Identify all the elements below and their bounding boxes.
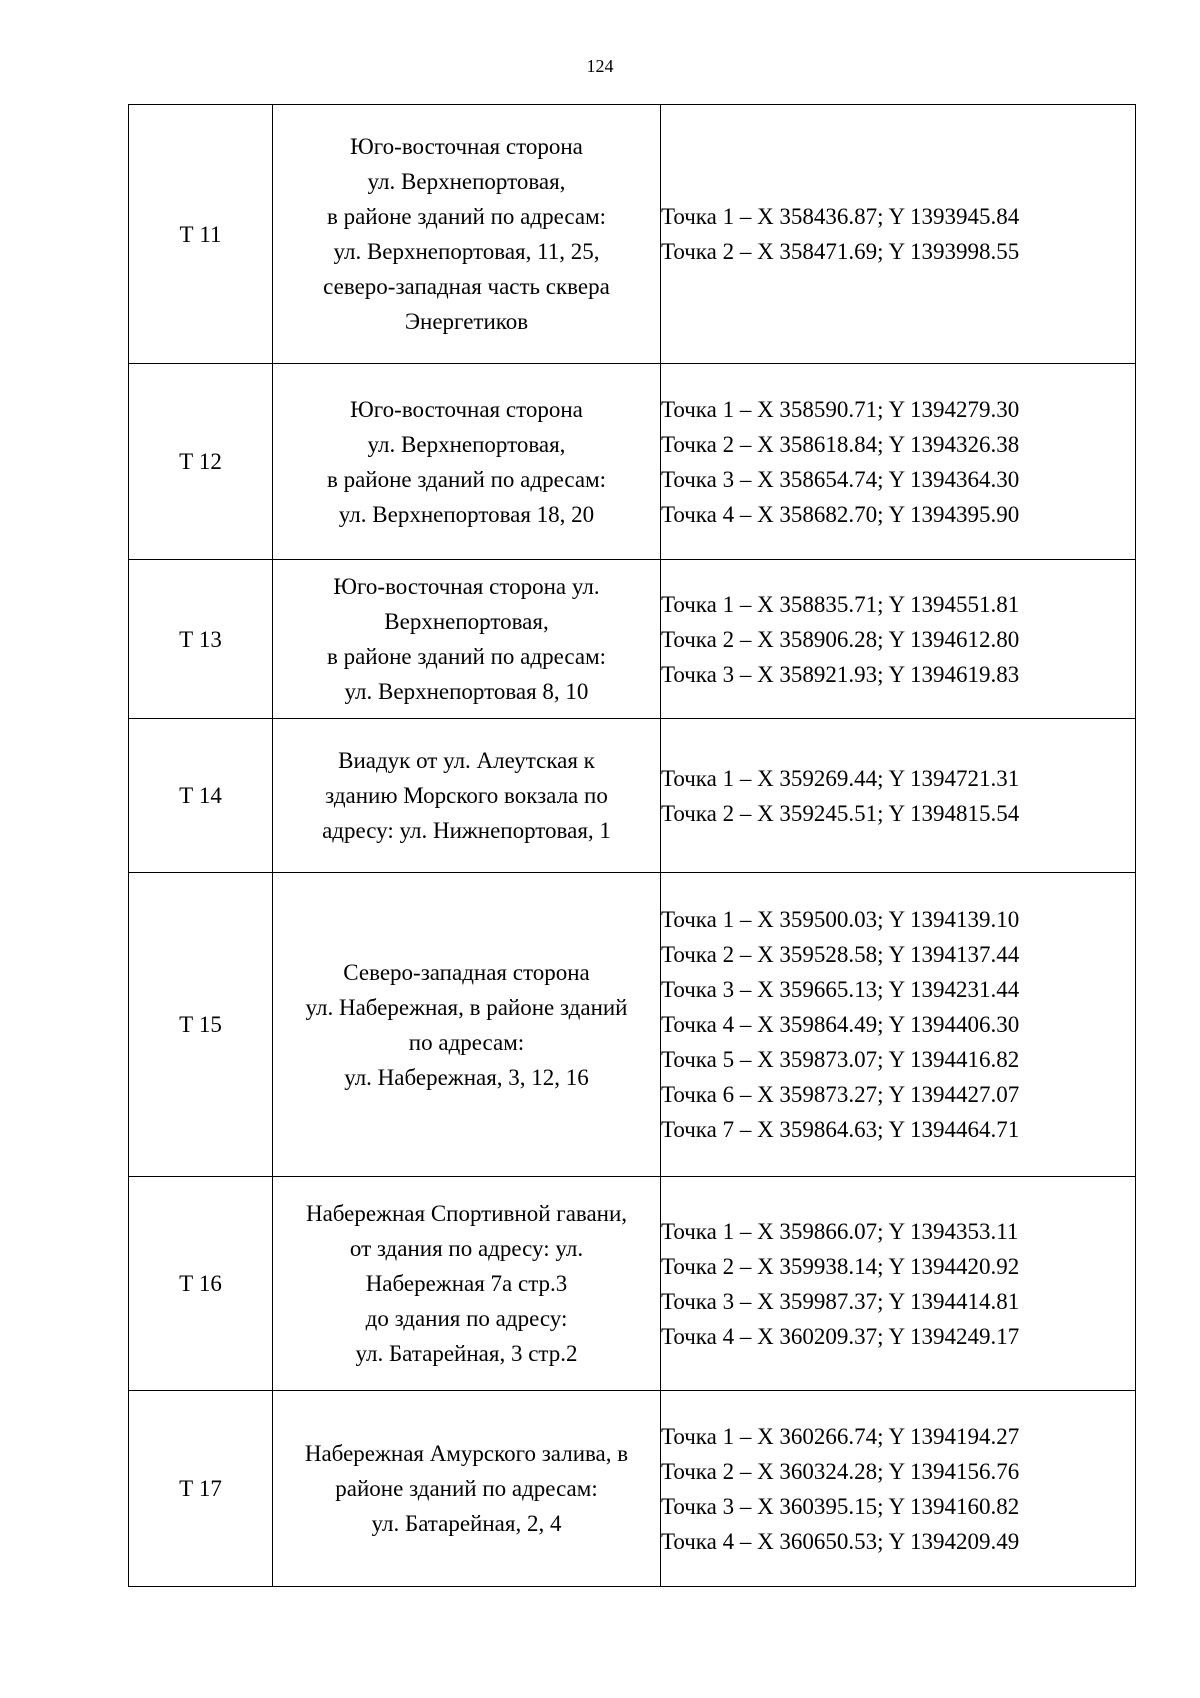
- location-line: ул. Верхнепортовая 18, 20: [338, 501, 595, 527]
- coordinates-table: [128, 104, 1136, 1587]
- row-location: [273, 873, 661, 1177]
- point-line: Точка 3 – X 359665.13; Y 1394231.44: [661, 977, 1020, 1002]
- point-line: Точка 2 – X 358471.69; Y 1393998.55: [661, 239, 1020, 264]
- table-row: [129, 560, 1136, 719]
- row-points: [661, 105, 1136, 364]
- row-location: [273, 105, 661, 364]
- location-line: в районе зданий по адресам:: [326, 466, 607, 492]
- location-line: ул. Верхнепортовая 8, 10: [344, 679, 589, 704]
- point-line: Точка 2 – X 360324.28; Y 1394156.76: [661, 1458, 1020, 1484]
- location-line: ул. Батарейная, 3 стр.2: [355, 1341, 578, 1366]
- row-location: [273, 364, 661, 560]
- table-row: [129, 364, 1136, 560]
- location-line: в районе зданий по адресам:: [326, 204, 607, 229]
- row-id: Т 17: [129, 1391, 273, 1587]
- row-id: Т 13: [129, 560, 273, 719]
- row-points: [661, 364, 1136, 560]
- row-id: Т 15: [129, 873, 273, 1177]
- point-line: Точка 1 – X 359269.44; Y 1394721.31: [661, 765, 1020, 791]
- point-line: Точка 3 – X 358921.93; Y 1394619.83: [661, 661, 1020, 687]
- point-line: Точка 1 – X 358835.71; Y 1394551.81: [661, 591, 1020, 617]
- point-line: Точка 4 – X 360650.53; Y 1394209.49: [661, 1528, 1020, 1554]
- row-id: Т 16: [129, 1177, 273, 1391]
- table-row: [129, 873, 1136, 1177]
- location-line: Юго-восточная сторона: [350, 396, 583, 422]
- location-line: по адресам:: [408, 1029, 525, 1055]
- point-line: Точка 1 – X 359500.03; Y 1394139.10: [661, 907, 1020, 932]
- row-id: Т 12: [129, 364, 273, 560]
- location-line: Верхнепортовая,: [384, 609, 549, 634]
- point-line: Точка 6 – X 359873.27; Y 1394427.07: [661, 1082, 1020, 1107]
- location-line: Северо-западная сторона: [343, 959, 590, 985]
- location-line: ул. Набережная, в районе зданий: [305, 994, 628, 1020]
- point-line: Точка 2 – X 359528.58; Y 1394137.44: [661, 942, 1020, 967]
- location-line: Энергетиков: [404, 309, 529, 334]
- page-number: 124: [586, 56, 614, 76]
- table-row: [129, 1177, 1136, 1391]
- location-line: зданию Морского вокзала по: [325, 783, 608, 808]
- location-line: районе зданий по адресам:: [335, 1476, 598, 1501]
- point-line: Точка 2 – X 359245.51; Y 1394815.54: [661, 800, 1020, 826]
- location-line: Набережная Амурского залива, в: [304, 1441, 629, 1466]
- row-points: [661, 873, 1136, 1177]
- location-line: ул. Набережная, 3, 12, 16: [344, 1064, 589, 1090]
- row-location: [273, 560, 661, 719]
- row-id: Т 11: [129, 105, 273, 364]
- point-line: Точка 4 – X 358682.70; Y 1394395.90: [661, 501, 1020, 527]
- point-line: Точка 1 – X 360266.74; Y 1394194.27: [661, 1423, 1020, 1449]
- location-line: Юго-восточная сторона ул.: [333, 574, 600, 599]
- location-line: от здания по адресу: ул.: [349, 1236, 584, 1261]
- location-line: Набережная 7а стр.3: [365, 1271, 568, 1296]
- point-line: Точка 2 – X 358906.28; Y 1394612.80: [661, 626, 1020, 652]
- location-line: ул. Верхнепортовая,: [367, 169, 566, 194]
- row-points: [661, 1391, 1136, 1587]
- location-line: ул. Батарейная, 2, 4: [371, 1511, 562, 1536]
- table-row: [129, 1391, 1136, 1587]
- point-line: Точка 3 – X 359987.37; Y 1394414.81: [661, 1288, 1020, 1314]
- point-line: Точка 2 – X 358618.84; Y 1394326.38: [661, 431, 1020, 457]
- location-line: Виадук от ул. Алеутская к: [338, 748, 595, 773]
- row-id: Т 14: [129, 719, 273, 873]
- location-line: адресу: ул. Нижнепортовая, 1: [322, 818, 611, 843]
- row-location: [273, 1177, 661, 1391]
- row-points: [661, 719, 1136, 873]
- point-line: Точка 3 – X 358654.74; Y 1394364.30: [661, 466, 1020, 492]
- location-line: ул. Верхнепортовая,: [367, 431, 566, 457]
- row-points: [661, 1177, 1136, 1391]
- row-points: [661, 560, 1136, 719]
- location-line: до здания по адресу:: [365, 1306, 568, 1331]
- location-line: в районе зданий по адресам:: [326, 644, 607, 669]
- row-location: [273, 1391, 661, 1587]
- table-row: [129, 105, 1136, 364]
- point-line: Точка 4 – X 359864.49; Y 1394406.30: [661, 1012, 1020, 1037]
- location-line: северо-западная часть сквера: [323, 274, 610, 299]
- location-line: Набережная Спортивной гавани,: [305, 1201, 628, 1226]
- row-location: [273, 719, 661, 873]
- point-line: Точка 3 – X 360395.15; Y 1394160.82: [661, 1493, 1020, 1519]
- point-line: Точка 4 – X 360209.37; Y 1394249.17: [661, 1323, 1020, 1349]
- location-line: ул. Верхнепортовая, 11, 25,: [333, 239, 600, 264]
- point-line: Точка 7 – X 359864.63; Y 1394464.71: [661, 1117, 1020, 1142]
- point-line: Точка 2 – X 359938.14; Y 1394420.92: [661, 1253, 1020, 1279]
- point-line: Точка 5 – X 359873.07; Y 1394416.82: [661, 1047, 1020, 1072]
- table-row: [129, 719, 1136, 873]
- location-line: Юго-восточная сторона: [350, 134, 583, 159]
- point-line: Точка 1 – X 358436.87; Y 1393945.84: [661, 204, 1020, 229]
- point-line: Точка 1 – X 359866.07; Y 1394353.11: [661, 1218, 1019, 1244]
- point-line: Точка 1 – X 358590.71; Y 1394279.30: [661, 396, 1020, 422]
